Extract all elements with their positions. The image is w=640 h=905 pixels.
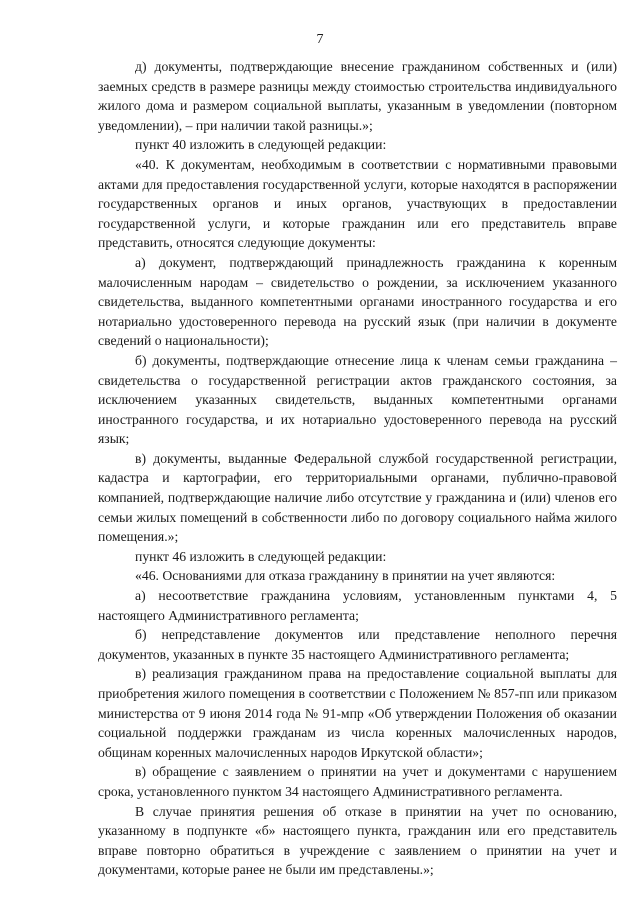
paragraph-item-d-documents: д) документы, подтверждающие внесение гражданином собственных и (или) заемных средств в размере разницы между стоимостью строительства индивидуального жилого дома и размером социальной выплаты, указанным в уведомлении (повторном уведомлении), – при наличии такой разницы.»; (98, 59, 617, 133)
document-body (98, 57, 617, 880)
paragraph-clause-40-b: б) документы, подтверждающие отнесение лица к членам семьи гражданина – свидетельства о государственной регистрации актов гражданского состояния, за исключением указанных свидетельств, выданных компетентными органами иностранного государства, и их нотариально удостоверенного перевода на русский язык; (98, 352, 617, 447)
paragraph-clause-46-b: б) непредставление документов или представление неполного перечня документов, указанных в пункте 35 настоящего Административного регламента; (98, 627, 617, 662)
paragraph-refusal-case: В случае принятия решения об отказе в принятии на учет по основанию, указанному в подпункте «б» настоящего пункта, гражданин или его представитель вправе повторно обратиться в учреждение с заявлением о принятии на учет и документами, которые ранее не были им представлены.»; (98, 803, 617, 878)
paragraph-clause-40-v: в) документы, выданные Федеральной службой государственной регистрации, кадастра и картографии, его территориальными органами, публично-правовой компанией, подтверждающие наличие либо отсутствие у гражданина и (или) членов его семьи жилых помещений в собственности либо по договору социального найма жилого помещения.»; (98, 450, 617, 545)
page-number: 7 (316, 32, 324, 47)
paragraph-clause-40: «40. К документам, необходимым в соответствии с нормативными правовыми актами для предоставления государственной услуги, которые находятся в распоряжении государственных органов и иных органов, участвующих в предоставлении государственной услуги, и которые гражданин или его представитель вправе представить, относятся следующие документы: (98, 156, 617, 251)
paragraph-clause-46-v-2: в) обращение с заявлением о принятии на учет и документами с нарушением срока, установленного пунктом 34 настоящего Административного регламента. (98, 764, 617, 799)
paragraph-clause-46-a: а) несоответствие гражданина условиям, установленным пунктами 4, 5 настоящего Административного регламента; (98, 588, 617, 623)
paragraph-clause-40-intro: пункт 40 изложить в следующей редакции: (135, 137, 387, 153)
paragraph-clause-40-a: а) документ, подтверждающий принадлежность гражданина к коренным малочисленным народам – свидетельство о рождении, за исключением указанного свидетельства, выданного компетентными органами иностранного государства и его нотариально удостоверенного перевода на русский язык (при наличии в документе сведений о национальности); (98, 254, 617, 349)
paragraph-clause-46-intro: пункт 46 изложить в следующей редакции: (135, 548, 387, 564)
paragraph-clause-46: «46. Основаниями для отказа гражданину в принятии на учет являются: (135, 568, 556, 584)
paragraph-clause-46-v: в) реализация гражданином права на предоставление социальной выплаты для приобретения жилого помещения в соответствии с Положением № 857-пп или приказом министерства от 9 июня 2014 года № 91-мпр «Об утверждении Положения об оказании социальной поддержки гражданам из числа коренных малочисленных народов, общинам коренных малочисленных народов Иркутской области»; (98, 666, 617, 760)
